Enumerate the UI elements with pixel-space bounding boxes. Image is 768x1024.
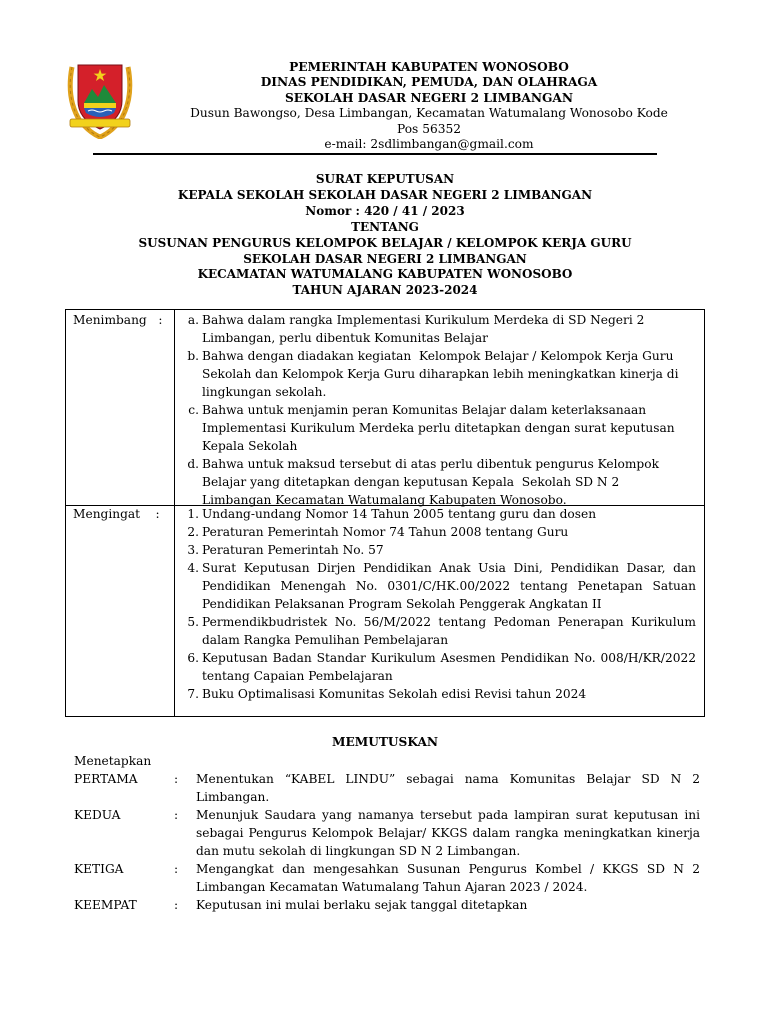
menimbang-item xyxy=(179,311,696,347)
menimbang-item-line: Limbangan Kecamatan Watumalang Kabupaten Wonosobo. xyxy=(202,493,567,507)
mengingat-item-marker: 3. xyxy=(187,543,199,557)
decision-key: PERTAMA xyxy=(74,772,138,786)
mengingat-item xyxy=(179,541,696,559)
letterhead xyxy=(170,60,688,152)
menimbang-item-line: Limbangan, perlu dibentuk Komunitas Belajar xyxy=(202,331,488,345)
decree-title-block xyxy=(60,172,710,299)
consideration-table xyxy=(65,309,705,717)
decision-colon: : xyxy=(174,808,179,822)
decision-heading: MEMUTUSKAN xyxy=(331,735,439,749)
menimbang-item xyxy=(179,347,696,401)
menimbang-item-line: Belajar yang ditetapkan dengan keputusan Kepala Sekolah SD N 2 xyxy=(202,475,620,489)
mengingat-item-text: Surat Keputusan Dirjen Pendidikan Anak Usia Dini, Pendidikan Dasar, dan Pendidikan Menengah No. 0301/C/HK.00/2022 tentang Penetapan Satuan Pendidikan Pelaksanan Program Sekolah Penggerak Angkatan II xyxy=(202,561,696,611)
mengingat-list xyxy=(179,505,696,703)
title-number: Nomor : 420 / 41 / 2023 xyxy=(305,203,465,218)
menimbang-item-line: lingkungan sekolah. xyxy=(202,385,327,399)
letterhead-school: SEKOLAH DASAR NEGERI 2 LIMBANGAN xyxy=(285,90,573,105)
decision-value: Menentukan “KABEL LINDU” sebagai nama Komunitas Belajar SD N 2 Limbangan. xyxy=(196,772,700,804)
menimbang-item xyxy=(179,401,696,455)
title-school: SEKOLAH DASAR NEGERI 2 LIMBANGAN xyxy=(243,251,527,266)
letterhead-postal: Pos 56352 xyxy=(397,121,461,136)
mengingat-item-text: Keputusan Badan Standar Kurikulum Asesmen Pendidikan No. 008/H/KR/2022 tentang Capaian Pembelajaran xyxy=(202,651,696,683)
title-subject: SUSUNAN PENGURUS KELOMPOK BELAJAR / KELOMPOK KERJA GURU xyxy=(138,235,632,250)
title-issuer: KEPALA SEKOLAH SEKOLAH DASAR NEGERI 2 LIMBANGAN xyxy=(177,187,593,202)
table-column-divider xyxy=(174,310,175,716)
decision-colon: : xyxy=(174,898,179,912)
decision-key: KETIGA xyxy=(74,862,124,876)
decision-menetapkan: Menetapkan xyxy=(74,754,152,768)
menimbang-item-line: Bahwa dengan diadakan kegiatan Kelompok Belajar / Kelompok Kerja Guru xyxy=(202,349,674,363)
title-year: TAHUN AJARAN 2023-2024 xyxy=(292,283,478,298)
mengingat-item xyxy=(179,523,696,541)
mengingat-item-marker: 4. xyxy=(187,561,199,575)
decision-value: Mengangkat dan mengesahkan Susunan Pengurus Kombel / KKGS SD N 2 Limbangan Kecamatan Watumalang Tahun Ajaran 2023 / 2024. xyxy=(196,862,700,894)
letterhead-email: e-mail: 2sdlimbangan@gmail.com xyxy=(324,137,534,152)
mengingat-item-marker: 2. xyxy=(187,525,199,539)
letterhead-agency: DINAS PENDIDIKAN, PEMUDA, DAN OLAHRAGA xyxy=(260,75,598,90)
mengingat-item-text: Peraturan Pemerintah Nomor 74 Tahun 2008 tentang Guru xyxy=(202,525,569,539)
decision-colon: : xyxy=(174,862,179,876)
title-about: TENTANG xyxy=(351,219,419,234)
menimbang-item-marker: d. xyxy=(187,457,199,471)
menimbang-list xyxy=(179,311,696,509)
menimbang-item-marker: a. xyxy=(187,313,199,327)
menimbang-item-line: Kepala Sekolah xyxy=(202,439,298,453)
menimbang-item-line: Bahwa untuk maksud tersebut di atas perlu dibentuk pengurus Kelompok xyxy=(202,457,659,471)
menimbang-item-line: Sekolah dan Kelompok Kerja Guru diharapkan lebih meningkatkan kinerja di xyxy=(202,367,679,381)
menimbang-item xyxy=(179,455,696,509)
decision-row xyxy=(74,806,700,860)
decision-value: Keputusan ini mulai berlaku sejak tanggal ditetapkan xyxy=(196,898,528,912)
decision-colon: : xyxy=(174,772,179,786)
mengingat-item-text: Undang-undang Nomor 14 Tahun 2005 tentang guru dan dosen xyxy=(202,507,597,521)
title-doc-type: SURAT KEPUTUSAN xyxy=(315,172,455,186)
mengingat-item-text: Peraturan Pemerintah No. 57 xyxy=(202,543,384,557)
menimbang-item-marker: b. xyxy=(187,349,199,363)
title-district: KECAMATAN WATUMALANG KABUPATEN WONOSOBO xyxy=(197,267,573,282)
menimbang-label: Menimbang : xyxy=(73,313,163,327)
letterhead-address: Dusun Bawongso, Desa Limbangan, Kecamatan Watumalang Wonosobo Kode xyxy=(190,106,668,121)
mengingat-item xyxy=(179,505,696,523)
decision-key: KEEMPAT xyxy=(74,898,137,912)
mengingat-item xyxy=(179,685,696,703)
letterhead-government: PEMERINTAH KABUPATEN WONOSOBO xyxy=(289,60,569,74)
decision-section xyxy=(74,752,700,914)
mengingat-item xyxy=(179,559,696,613)
mengingat-item-marker: 6. xyxy=(187,651,199,665)
menimbang-item-line: Bahwa dalam rangka Implementasi Kurikulum Merdeka di SD Negeri 2 xyxy=(202,313,645,327)
mengingat-item xyxy=(179,649,696,685)
letterhead-divider xyxy=(93,153,657,155)
menimbang-item-marker: c. xyxy=(188,403,199,417)
mengingat-item-text: Permendikbudristek No. 56/M/2022 tentang Pedoman Penerapan Kurikulum dalam Rangka Pemulihan Pembelajaran xyxy=(202,615,696,647)
mengingat-item xyxy=(179,613,696,649)
wonosobo-regency-emblem-icon xyxy=(66,59,134,139)
mengingat-item-marker: 1. xyxy=(187,507,199,521)
mengingat-item-marker: 7. xyxy=(187,687,199,701)
menimbang-item-line: Implementasi Kurikulum Merdeka perlu ditetapkan dengan surat keputusan xyxy=(202,421,675,435)
mengingat-item-marker: 5. xyxy=(187,615,199,629)
mengingat-label: Mengingat : xyxy=(73,507,160,521)
decision-rows xyxy=(74,770,700,914)
decision-row xyxy=(74,770,700,806)
mengingat-item-text: Buku Optimalisasi Komunitas Sekolah edisi Revisi tahun 2024 xyxy=(202,687,587,701)
decision-key: KEDUA xyxy=(74,808,121,822)
decision-row xyxy=(74,860,700,896)
menimbang-item-line: Bahwa untuk menjamin peran Komunitas Belajar dalam keterlaksanaan xyxy=(202,403,647,417)
decision-value: Menunjuk Saudara yang namanya tersebut pada lampiran surat keputusan ini sebagai Pengurus Kelompok Belajar/ KKGS dalam rangka meningkatkan kinerja dan mutu sekolah di lingkungan SD N 2 Limbangan. xyxy=(196,808,700,858)
decision-row xyxy=(74,896,700,914)
